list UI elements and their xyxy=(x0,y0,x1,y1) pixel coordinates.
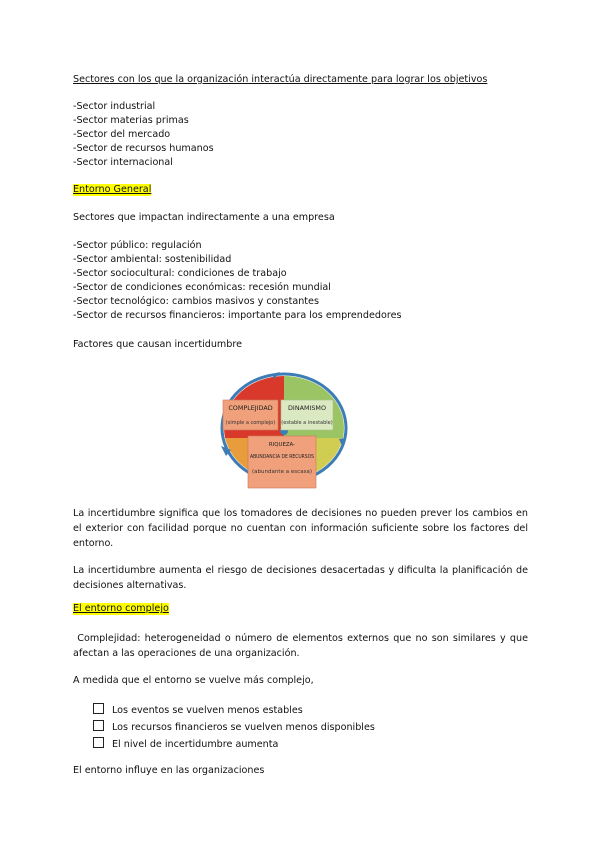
direct-sector-item: -Sector del mercado xyxy=(73,129,171,140)
complexity-definition: Complejidad: heterogeneidad o número de elementos externos que no son similares y que afectan a las operaciones de una organización. xyxy=(73,633,532,659)
checklist-item xyxy=(93,703,303,717)
resources-subtitle: (abundante a escasa) xyxy=(252,470,305,475)
indirect-sector-item: -Sector tecnológico: cambios masivos y constantes xyxy=(73,296,319,307)
direct-sector-item: -Sector de recursos humanos xyxy=(73,143,214,154)
complexity-title: COMPLEJIDAD xyxy=(228,404,273,412)
direct-sectors-heading: Sectores con los que la organización interactúa directamente para lograr los objetivos xyxy=(73,74,488,85)
uncertainty-factors-diagram xyxy=(208,368,358,492)
resources-prefix: RIQUEZA- xyxy=(268,442,296,448)
dynamism-subtitle: (estable a inestable) xyxy=(281,420,333,426)
general-environment-title: Entorno General xyxy=(73,184,152,195)
dynamism-title: DINAMISMO xyxy=(288,404,326,412)
checkbox[interactable] xyxy=(93,720,104,731)
indirect-sector-item: -Sector sociocultural: condiciones de trabajo xyxy=(73,268,287,279)
indirect-sector-item: -Sector público: regulación xyxy=(73,240,202,251)
checklist-label: El nivel de incertidumbre aumenta xyxy=(112,739,279,750)
direct-sector-item: -Sector materias primas xyxy=(73,115,189,126)
uncertainty-paragraph-1: La incertidumbre significa que los tomadores de decisiones no pueden prever los cambios en el exterior con facilidad porque no cuentan con información suficiente sobre los factores del entorno. xyxy=(73,508,528,549)
checkbox[interactable] xyxy=(93,737,104,748)
uncertainty-paragraph-2: La incertidumbre aumenta el riesgo de decisiones desacertadas y dificulta la planificación de decisiones alternativas. xyxy=(73,565,528,591)
indirect-sector-item: -Sector ambiental: sostenibilidad xyxy=(73,254,232,265)
complex-environment-title: El entorno complejo xyxy=(73,603,169,614)
checkbox[interactable] xyxy=(93,703,104,714)
indirect-sector-item: -Sector de condiciones económicas: recesión mundial xyxy=(73,282,331,293)
complexity-lead-sentence: A medida que el entorno se vuelve más complejo, xyxy=(73,675,314,686)
indirect-sector-item: -Sector de recursos financieros: importante para los emprendedores xyxy=(73,310,402,321)
checklist-item xyxy=(93,720,375,734)
resources-title: ABUNDANCIA DE RECURSOS xyxy=(250,454,314,460)
closing-sentence: El entorno influye en las organizaciones xyxy=(73,765,265,776)
checklist-label: Los eventos se vuelven menos estables xyxy=(112,705,303,716)
general-environment-intro: Sectores que impactan indirectamente a una empresa xyxy=(73,212,335,223)
uncertainty-factors-heading: Factores que causan incertidumbre xyxy=(73,339,243,350)
complexity-subtitle: (simple a complejo) xyxy=(225,420,276,426)
direct-sector-item: -Sector internacional xyxy=(73,157,173,168)
checklist-label: Los recursos financieros se vuelven menos disponibles xyxy=(112,722,375,733)
direct-sector-item: -Sector industrial xyxy=(73,101,156,112)
checklist-item xyxy=(93,737,278,751)
